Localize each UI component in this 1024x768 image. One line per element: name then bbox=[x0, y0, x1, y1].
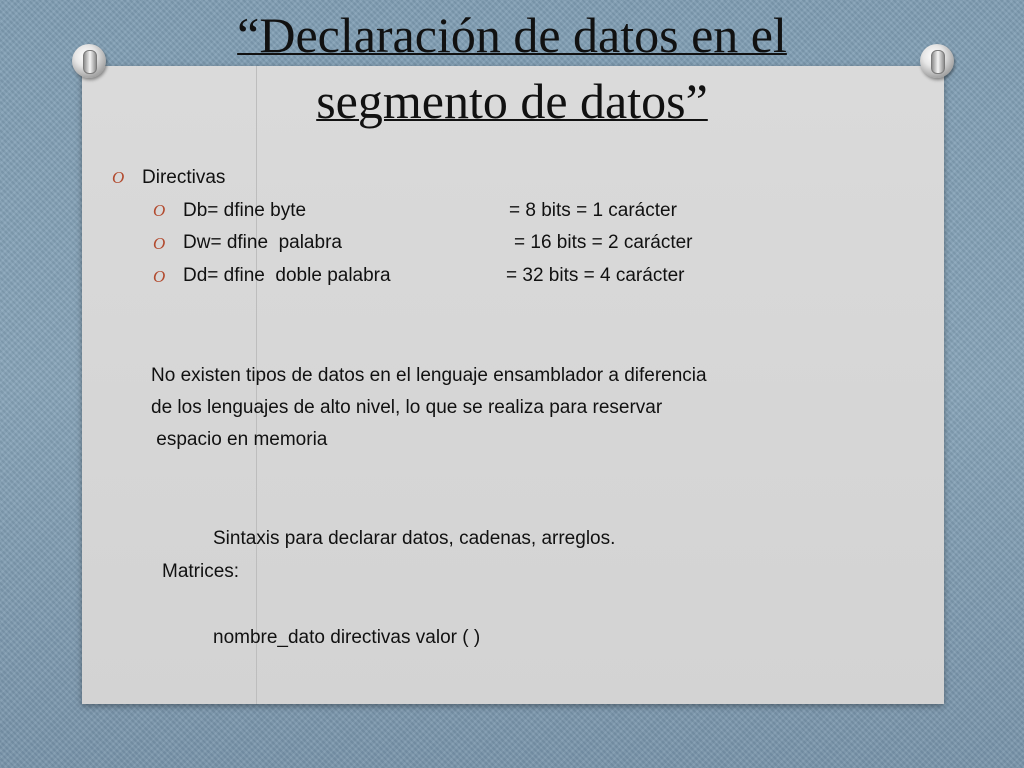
syntax-line: Sintaxis para declarar datos, cadenas, arreglos. bbox=[213, 528, 616, 549]
directive-value: = 8 bits = 1 carácter bbox=[509, 200, 677, 221]
bullet-directivas: Directivas bbox=[142, 167, 226, 188]
paragraph-line: de los lenguajes de alto nivel, lo que se realiza para reservar bbox=[151, 397, 663, 418]
bullet-icon: O bbox=[153, 201, 166, 220]
bullet-icon: O bbox=[153, 234, 166, 253]
title-line-2: segmento de datos” bbox=[316, 73, 708, 129]
syntax-example: nombre_dato directivas valor ( ) bbox=[213, 627, 481, 648]
matrices-label: Matrices: bbox=[162, 561, 240, 582]
bullet-icon: O bbox=[112, 168, 125, 187]
directive-value: = 16 bits = 2 carácter bbox=[514, 232, 693, 253]
title-line-1: “Declaración de datos en el bbox=[237, 7, 787, 63]
slide-title bbox=[0, 2, 1024, 134]
paragraph-line: No existen tipos de datos en el lenguaje ensamblador a diferencia bbox=[151, 365, 707, 386]
directive-value: = 32 bits = 4 carácter bbox=[506, 265, 685, 286]
bullet-icon: O bbox=[153, 267, 166, 286]
directive-name: Dd= dfine doble palabra bbox=[183, 265, 391, 286]
directive-name: Db= dfine byte bbox=[183, 200, 307, 221]
directive-name: Dw= dfine palabra bbox=[183, 232, 342, 253]
paragraph-line: espacio en memoria bbox=[151, 429, 328, 450]
